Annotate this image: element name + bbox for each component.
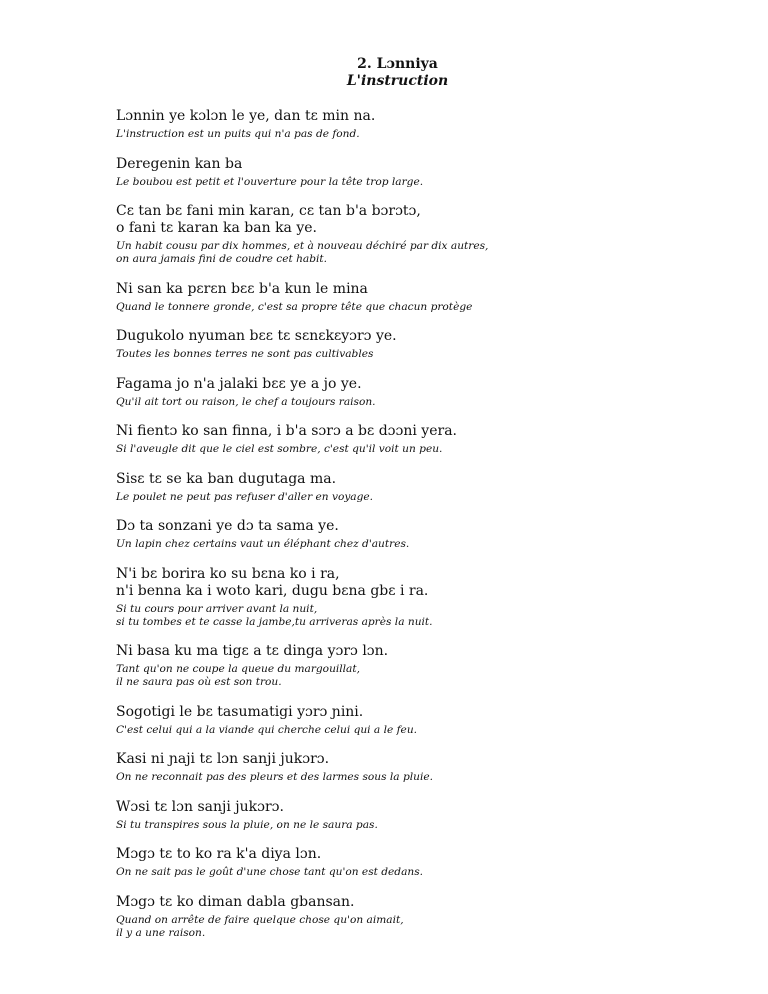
proverb-item bbox=[116, 704, 676, 737]
proverb-french-translation: L'instruction est un puits qui n'a pas de fond. bbox=[116, 128, 360, 140]
proverb-bambara-line: N'i bɛ borira ko su bɛna ko i ra, bbox=[116, 565, 340, 582]
proverb-french-translation: Le poulet ne peut pas refuser d'aller en voyage. bbox=[116, 490, 374, 503]
proverb-item bbox=[116, 846, 676, 879]
proverb-french-translation: Si l'aveugle dit que le ciel est sombre, c'est qu'il voit un peu. bbox=[116, 443, 443, 455]
section-title: 2. Lɔnniya bbox=[357, 56, 438, 72]
proverb-french-translation: On ne reconnait pas des pleurs et des larmes sous la pluie. bbox=[116, 771, 434, 783]
proverb-item bbox=[116, 328, 676, 361]
proverb-item bbox=[116, 518, 676, 551]
proverb-item bbox=[116, 471, 676, 504]
proverb-french-translation: C'est celui qui a la viande qui cherche celui qui a le feu. bbox=[116, 723, 418, 736]
proverb-bambara-line: Kasi ni ɲaji tɛ lɔn sanji jukɔrɔ. bbox=[116, 751, 330, 767]
proverb-bambara-line: Ni san ka pɛrɛn bɛɛ b'a kun le mina bbox=[116, 280, 368, 297]
proverb-item bbox=[116, 799, 676, 832]
proverb-bambara-line: o fani tɛ karan ka ban ka ye. bbox=[116, 220, 317, 236]
proverb-bambara-line: Sisɛ tɛ se ka ban dugutaga ma. bbox=[116, 470, 337, 487]
proverb-bambara-line: Dɔ ta sonzani ye dɔ ta sama ye. bbox=[116, 518, 339, 534]
proverb-item bbox=[116, 423, 676, 456]
proverb-french-translation: Quand on arrête de faire quelque chose qu'on aimait, bbox=[116, 913, 404, 926]
proverb-bambara-line: Dugukolo nyuman bɛɛ tɛ sɛnɛkɛyɔrɔ ye. bbox=[116, 328, 397, 344]
proverb-french-translation: il ne saura pas où est son trou. bbox=[116, 676, 282, 688]
proverb-french-translation: si tu tombes et te casse la jambe,tu arriveras après la nuit. bbox=[116, 615, 433, 628]
proverb-bambara-line: n'i benna ka i woto kari, dugu bɛna gbɛ i ra. bbox=[116, 582, 429, 599]
proverb-french-translation: On ne sait pas le goût d'une chose tant qu'on est dedans. bbox=[116, 866, 424, 878]
proverb-french-translation: Tant qu'on ne coupe la queue du margouillat, bbox=[116, 663, 360, 675]
proverb-french-translation: Qu'il ait tort ou raison, le chef a toujours raison. bbox=[116, 395, 376, 408]
proverb-item bbox=[116, 203, 676, 266]
proverb-french-translation: Si tu cours pour arriver avant la nuit, bbox=[116, 602, 318, 615]
proverb-french-translation: il y a une raison. bbox=[116, 926, 206, 939]
proverb-item bbox=[116, 156, 676, 189]
section-subtitle: L'instruction bbox=[346, 73, 449, 89]
section-heading bbox=[0, 56, 768, 90]
proverb-bambara-line: Lɔnnin ye kɔlɔn le ye, dan tɛ min na. bbox=[116, 108, 376, 124]
proverb-french-translation: on aura jamais fini de coudre cet habit. bbox=[116, 253, 328, 265]
proverb-bambara-line: Sogotigi le bɛ tasumatigi yɔrɔ ɲini. bbox=[116, 703, 364, 720]
proverb-french-translation: Un habit cousu par dix hommes, et à nouveau déchiré par dix autres, bbox=[116, 240, 489, 252]
proverb-bambara-line: Ni fientɔ ko san finna, i b'a sɔrɔ a bɛ dɔɔni yera. bbox=[116, 423, 457, 439]
proverb-bambara-line: Ni basa ku ma tigɛ a tɛ dinga yɔrɔ lɔn. bbox=[116, 643, 389, 659]
proverb-item bbox=[116, 566, 676, 629]
proverb-item bbox=[116, 376, 676, 409]
proverb-french-translation: Un lapin chez certains vaut un éléphant chez d'autres. bbox=[116, 538, 410, 550]
proverb-item bbox=[116, 108, 676, 141]
proverb-french-translation: Si tu transpires sous la pluie, on ne le saura pas. bbox=[116, 818, 378, 831]
proverb-bambara-line: Mɔgɔ tɛ ko diman dabla gbansan. bbox=[116, 893, 355, 910]
proverb-bambara-line: Wɔsi tɛ lɔn sanji jukɔrɔ. bbox=[116, 798, 284, 815]
proverb-list bbox=[116, 108, 676, 954]
proverb-item bbox=[116, 643, 676, 689]
proverb-bambara-line: Cɛ tan bɛ fani min karan, cɛ tan b'a bɔrɔtɔ, bbox=[116, 203, 421, 219]
proverb-item bbox=[116, 894, 676, 940]
proverb-french-translation: Toutes les bonnes terres ne sont pas cultivables bbox=[116, 348, 374, 360]
proverb-bambara-line: Fagama jo n'a jalaki bɛɛ ye a jo ye. bbox=[116, 375, 362, 392]
proverb-item bbox=[116, 751, 676, 784]
proverb-bambara-line: Mɔgɔ tɛ to ko ra k'a diya lɔn. bbox=[116, 846, 322, 862]
proverb-item bbox=[116, 281, 676, 314]
proverb-french-translation: Quand le tonnere gronde, c'est sa propre tête que chacun protège bbox=[116, 300, 473, 313]
proverb-bambara-line: Deregenin kan ba bbox=[116, 155, 243, 172]
proverb-french-translation: Le boubou est petit et l'ouverture pour la tête trop large. bbox=[116, 175, 424, 188]
